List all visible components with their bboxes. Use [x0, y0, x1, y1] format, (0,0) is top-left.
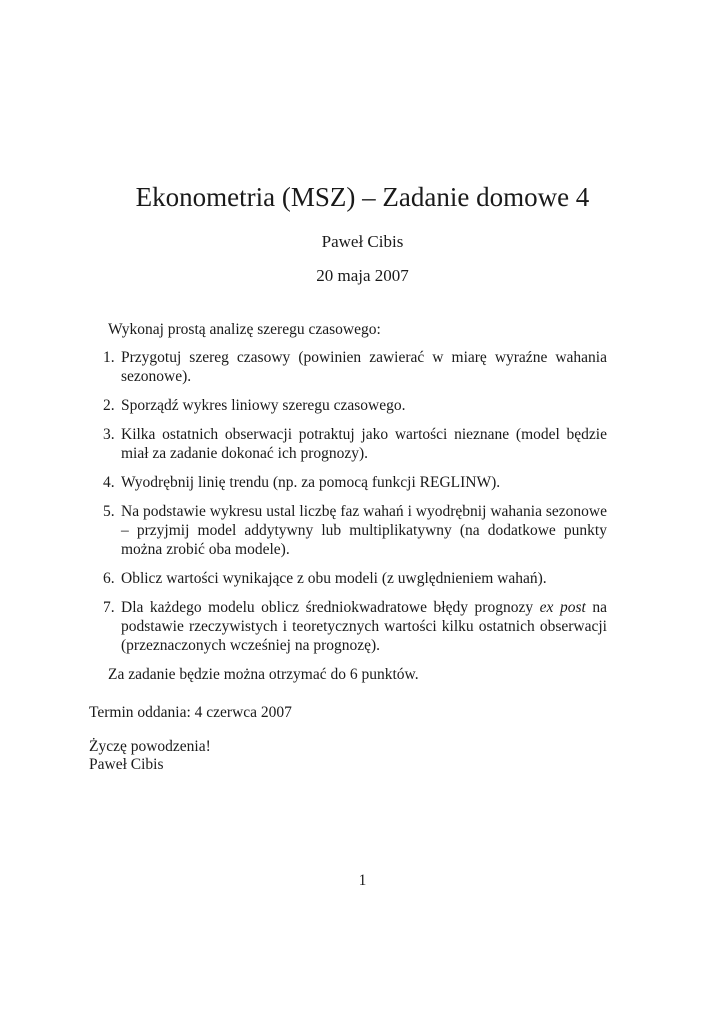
task-text-emphasis: ex post [539, 599, 586, 616]
intro-text: Wykonaj prostą analizę szeregu czasowego: [108, 321, 381, 338]
page-number: 1 [358, 872, 367, 889]
task-number: 1. [103, 349, 115, 366]
task-item-7 [89, 598, 607, 655]
task-item-5 [89, 502, 607, 559]
task-text-before: Dla każdego modelu oblicz średniokwadratowe błędy prognozy [121, 599, 540, 616]
task-item-6 [89, 569, 607, 588]
document-date: 20 maja 2007 [316, 266, 409, 285]
document-author: Paweł Cibis [321, 232, 404, 251]
signature-text: Paweł Cibis [89, 756, 164, 773]
task-item-1 [89, 348, 607, 386]
task-number: 7. [103, 599, 115, 616]
task-list [89, 348, 607, 665]
deadline-text: Termin oddania: 4 czerwca 2007 [89, 704, 292, 721]
document-title: Ekonometria (MSZ) – Zadanie domowe 4 [135, 182, 590, 212]
task-number: 3. [103, 426, 115, 443]
task-item-2 [89, 396, 607, 415]
task-text: Wyodrębnij linię trendu (np. za pomocą funkcji REGLINW). [121, 474, 501, 491]
task-text: Na podstawie wykresu ustal liczbę faz wahań i wyodrębnij wahania sezonowe – przyjmij model addytywny lub multiplikatywny (na dodatkowe punkty można zrobić oba modele). [121, 503, 607, 558]
task-number: 5. [103, 503, 115, 520]
task-item-4 [89, 473, 607, 492]
task-number: 2. [103, 397, 115, 414]
points-note: Za zadanie będzie można otrzymać do 6 punktów. [108, 666, 419, 683]
wishes-text: Życzę powodzenia! [89, 738, 211, 755]
task-text: Przygotuj szereg czasowy (powinien zawierać w miarę wyraźne wahania sezonowe). [121, 349, 607, 385]
task-item-3 [89, 425, 607, 463]
task-text-after: na podstawie rzeczywistych i teoretycznych wartości kilku ostatnich obserwacji (przeznaczonych wcześniej na prognozę). [121, 599, 607, 654]
task-number: 6. [103, 570, 115, 587]
task-number: 4. [103, 474, 115, 491]
task-text: Sporządź wykres liniowy szeregu czasowego. [121, 397, 406, 414]
task-text: Kilka ostatnich obserwacji potraktuj jako wartości nieznane (model będzie miał za zadanie dokonać ich prognozy). [121, 426, 607, 462]
task-text: Oblicz wartości wynikające z obu modeli (z uwględnieniem wahań). [121, 570, 547, 587]
